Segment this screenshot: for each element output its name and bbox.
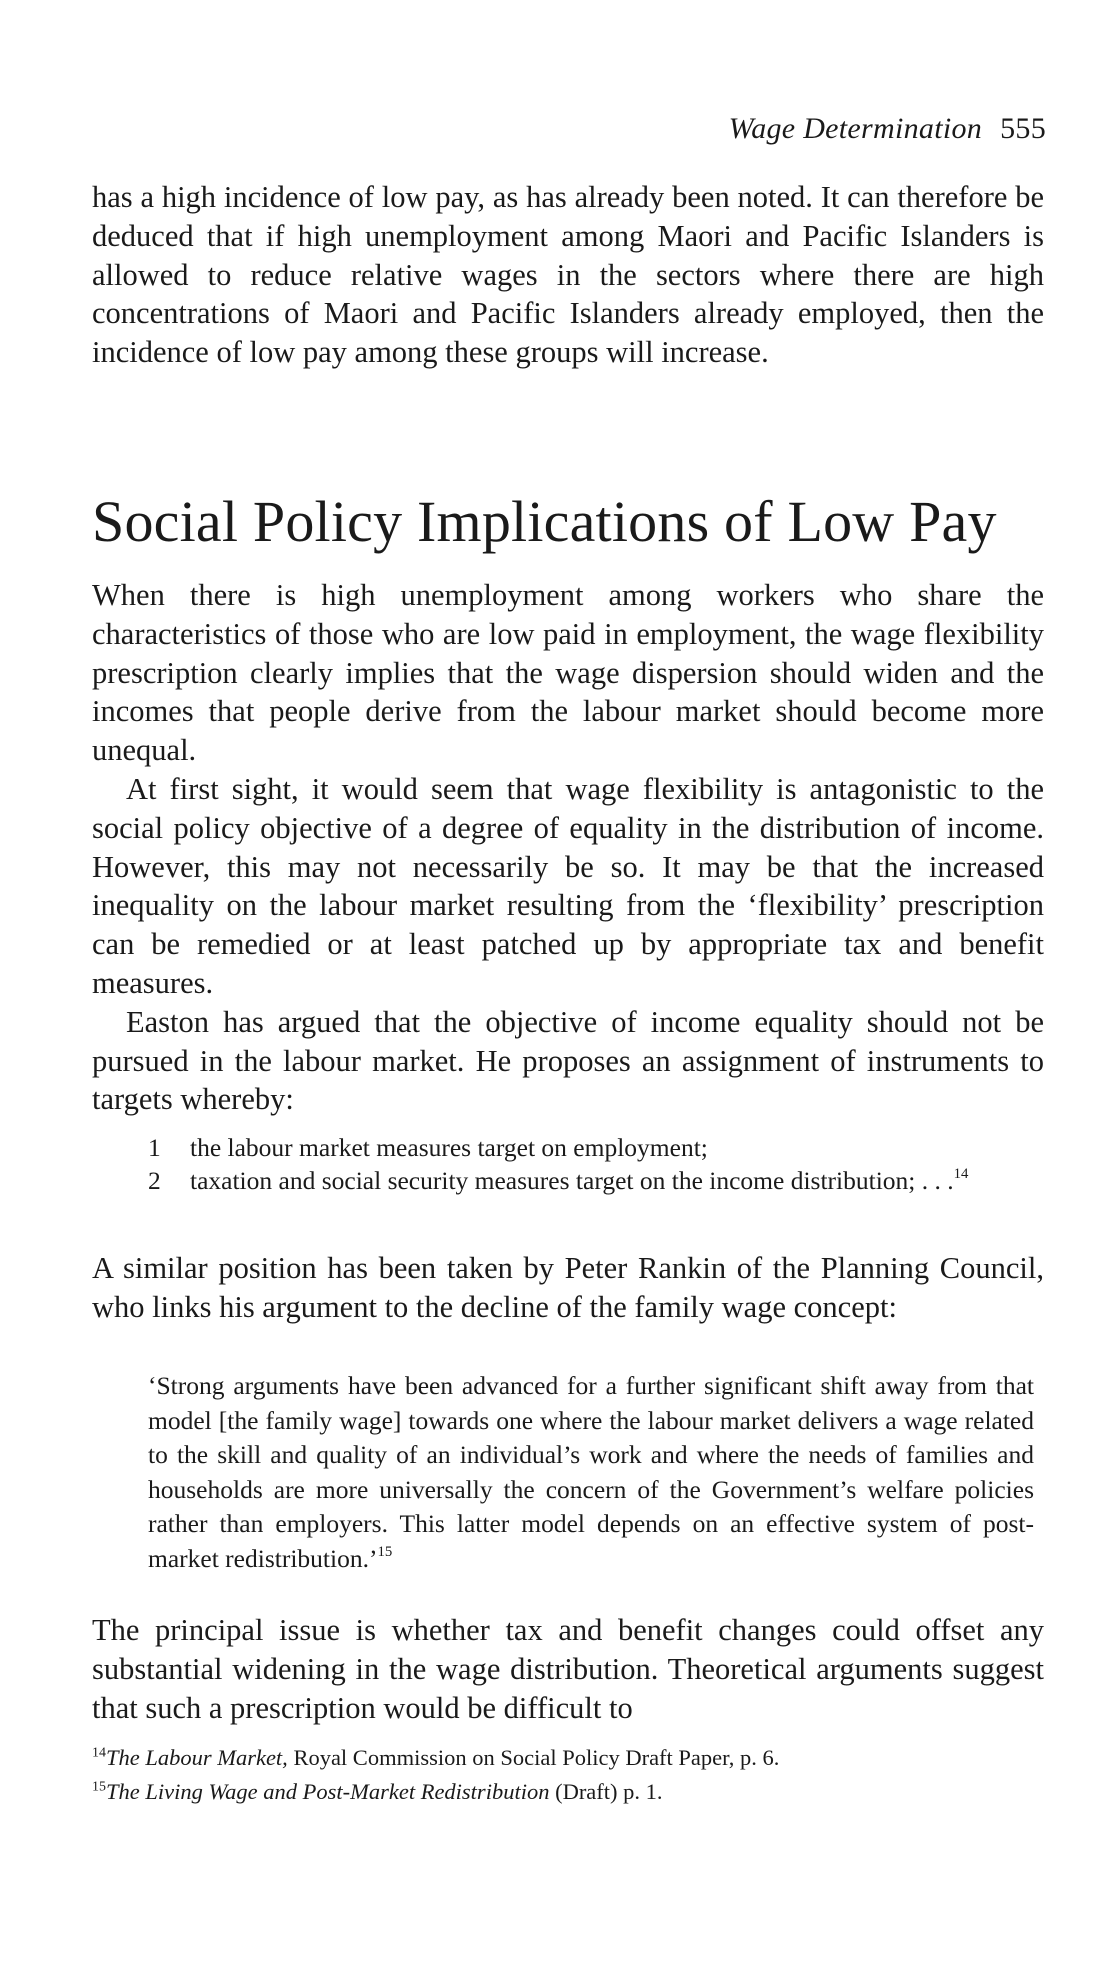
- intro-paragraph: has a high incidence of low pay, as has already been noted. It can therefore be deduced that if high unemployment among Maori and Pacific Islanders is allowed to reduce relative wages in the sectors where there are high concentrations of Maori and Pacific Islanders already employed, then the incidence of low pay among these groups will increase.: [92, 180, 1044, 370]
- footnote-reference-14: 14: [953, 1166, 969, 1183]
- footnote-title: The Living Wage and Post-Market Redistribution: [105, 1779, 550, 1804]
- paragraph-first-sight: At first sight, it would seem that wage flexibility is antagonistic to the social policy objective of a degree of equality in the distribution of income. However, this may not necessarily be so. It may be that the increased inequality on the labour market resulting from the ‘flexibility’ prescription can be remedied or at least patched up by appropriate tax and benefit measures.: [92, 771, 1044, 1000]
- closing-paragraph-block: [92, 1611, 1044, 1727]
- footnote-text: Royal Commission on Social Policy Draft Paper, p. 6.: [287, 1745, 780, 1770]
- footnote-text: (Draft) p. 1.: [549, 1779, 663, 1804]
- body-text-block: [92, 576, 1044, 1119]
- intro-paragraph-block: [92, 178, 1044, 372]
- footnote-15: [92, 1775, 1044, 1809]
- running-head: [729, 112, 1046, 146]
- paragraph-rankin: A similar position has been taken by Peter Rankin of the Planning Council, who links his argument to the decline of the family wage concept:: [92, 1251, 1044, 1324]
- footnote-reference-15: 15: [377, 1543, 393, 1560]
- numbered-list: [92, 1131, 1044, 1197]
- list-item: [92, 1164, 1044, 1197]
- page-number: 555: [1000, 112, 1046, 145]
- paragraph-principal-issue: The principal issue is whether tax and benefit changes could offset any substantial widening in the wage distribution. Theoretical arguments suggest that such a prescription would be difficult to: [92, 1613, 1044, 1725]
- list-item-number: 1: [148, 1133, 161, 1162]
- paragraph-easton: Easton has argued that the objective of income equality should not be pursued in the labour market. He proposes an assignment of instruments to targets whereby:: [92, 1004, 1044, 1117]
- paragraph-unequal-incomes: When there is high unemployment among workers who share the characteristics of those who are low paid in employment, the wage flexibility prescription clearly implies that the wage dispersion should widen and the incomes that people derive from the labour market should become more unequal.: [92, 578, 1044, 768]
- section-heading: Social Policy Implications of Low Pay: [92, 489, 997, 554]
- list-item-text: taxation and social security measures target on the income distribution; . . .: [190, 1166, 954, 1195]
- list-item-text: the labour market measures target on employment;: [190, 1133, 708, 1162]
- footnote-title: The Labour Market,: [105, 1745, 288, 1770]
- footnote-14: [92, 1741, 1044, 1775]
- footnotes: [92, 1741, 1044, 1809]
- list-item: [92, 1131, 1044, 1164]
- block-quote: [148, 1369, 1034, 1576]
- footnote-number: 15: [92, 1779, 106, 1795]
- footnote-number: 14: [92, 1745, 106, 1761]
- list-item-number: 2: [148, 1166, 161, 1195]
- rankin-paragraph-block: [92, 1249, 1044, 1327]
- running-head-title: Wage Determination: [728, 112, 983, 145]
- block-quote-text: ‘Strong arguments have been advanced for a further significant shift away from that model [the family wage] towards one where the labour market delivers a wage related to the skill and quality of an individual’s work and where the needs of families and households are more universally the concern of the Government’s welfare policies rather than employers. This latter model depends on an effective system of post-market redistribution.’: [148, 1371, 1034, 1573]
